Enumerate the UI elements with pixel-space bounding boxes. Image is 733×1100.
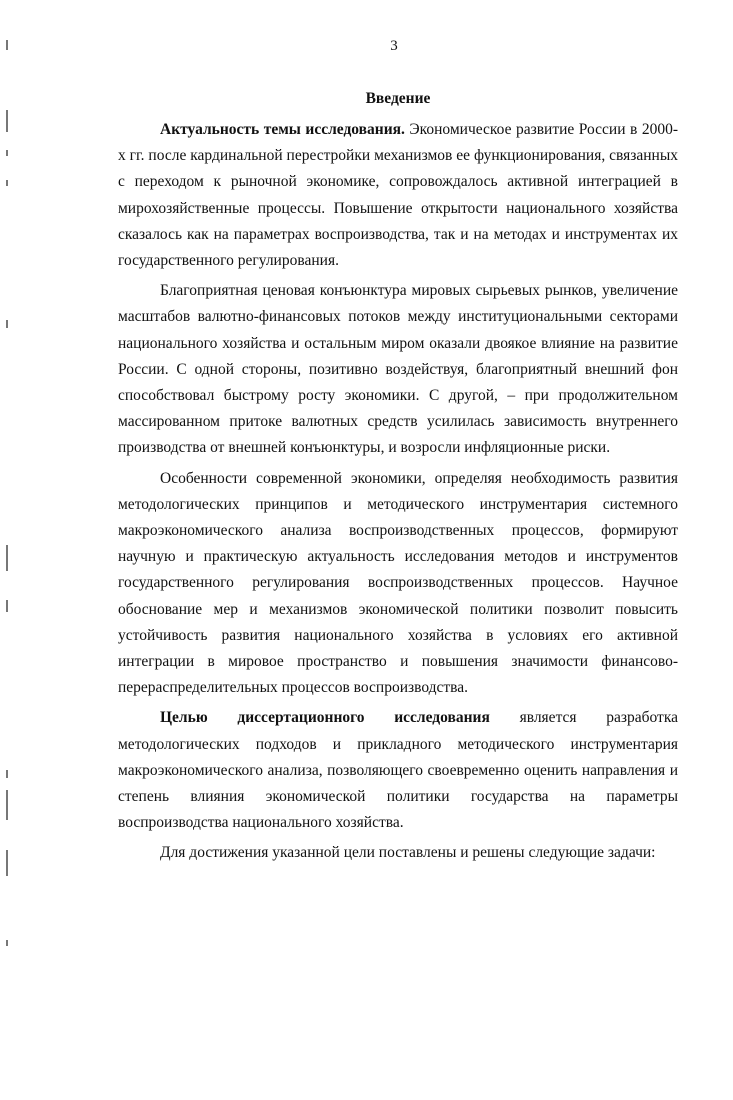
paragraph-text: является разработка методологических подходов и прикладного методического инструментария макроэкономического анализа, позволяющего своевременно оценить направления и степень влияния экономической политики государства на параметры воспроизводства национального хозяйства. [118,709,678,832]
document-body [118,117,678,871]
paragraph-tasks [118,840,678,866]
section-heading: Введение [365,90,431,107]
page-number: 3 [390,38,398,54]
paragraph-text: Для достижения указанной цели поставлены и решены следующие задачи: [160,844,656,862]
paragraph-text: Особенности современной экономики, определяя необходимость развития методологических принципов и методического инструментария системного макроэкономического анализа воспроизводственных процессов, формируют научную и практическую актуальность исследования методов и инструментов государственного регулирования воспроизводственных процессов. Научное обоснование мер и механизмов экономической политики позволит повысить устойчивость развития национального хозяйства в условиях его активной интеграции в мировое пространство и повышения значимости финансово-перераспределительных процессов воспроизводства. [118,469,678,697]
scan-edge-marks [0,0,20,1100]
paragraph-conjuncture [118,278,678,461]
paragraph-features [118,466,678,702]
paragraph-lead: Актуальность темы исследования. [160,121,405,138]
paragraph-goal [118,705,678,836]
paragraph-text: Экономическое развитие России в 2000-х гг. после кардинальной перестройки механизмов ее функционирования, связанных с переходом к рыночной экономике, сопровождалось активной интеграцией в мирохозяйственные процессы. Повышение открытости национального хозяйства сказалось как на параметрах воспроизводства, так и на методах и инструментах их государственного регулирования. [118,121,678,270]
paragraph-lead: Целью диссертационного исследования [160,709,490,727]
paragraph-text: Благоприятная ценовая конъюнктура мировых сырьевых рынков, увеличение масштабов валютно-финансовых потоков между институциональными секторами национального хозяйства и остальным миром оказали двоякое влияние на развитие России. С одной стороны, позитивно воздействуя, благоприятный внешний фон способствовал быстрому росту экономики. С другой, – при продолжительном массированном притоке валютных средств усилилась зависимость внутреннего производства от внешней конъюнктуры, и возросли инфляционные риски. [118,282,678,457]
paragraph-relevance [118,117,678,274]
